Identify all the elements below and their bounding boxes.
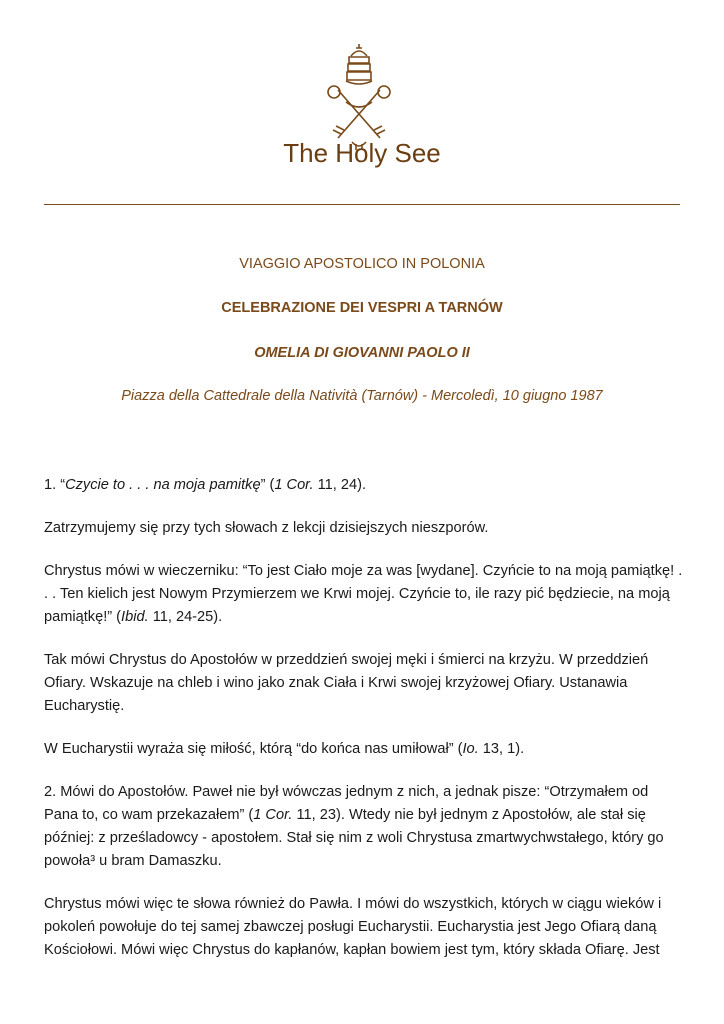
paragraph-1: 1. “Czycie to . . . na moja pamitkę” (1 Cor. 11, 24). [44, 477, 367, 493]
document-trip: VIAGGIO APOSTOLICO IN POLONIA [239, 256, 485, 272]
paragraph-3: Chrystus mówi w wieczerniku: “To jest Ciało moje za was [wydane]. Czyńcie to na moją pamiątkę! . . . Ten kielich jest Nowym Przymierzem we Krwi mojej. Czyńcie to, ile razy pić będziecie, na moją pamiątkę!” (Ibid. 11, 24-25). [44, 563, 683, 625]
document-place-date: Piazza della Cattedrale della Natività (Tarnów) - Mercoledì, 10 giugno 1987 [121, 388, 603, 404]
paragraph-7: Chrystus mówi więc te słowa również do Pawła. I mówi do wszystkich, których w ciągu wieków i pokoleń powołuje do tej samej zbawczej posługi Eucharystii. Eucharystia jest Jego Ofiarą daną Kościołowi. Mówi więc Chrystus do kapłanów, kapłan bowiem jest tym, który składa Ofiarę. Jest [44, 896, 662, 958]
document-event: CELEBRAZIONE DEI VESPRI A TARNÓW [221, 300, 503, 316]
homily-body [44, 474, 684, 982]
site-title[interactable]: The Holy See [283, 138, 441, 168]
papal-coat-of-arms-icon [316, 42, 402, 152]
header-divider [44, 204, 680, 205]
document-homily: OMELIA DI GIOVANNI PAOLO II [254, 345, 470, 361]
paragraph-5: W Eucharystii wyraża się miłość, którą “do końca nas umiłował” (Io. 13, 1). [44, 741, 525, 757]
paragraph-4: Tak mówi Chrystus do Apostołów w przeddzień swojej męki i śmierci na krzyżu. W przeddzień Ofiary. Wskazuje na chleb i wino jako znak Ciała i Krwi swojej krzyżowej Ofiary. Ustanawia Eucharystię. [44, 652, 649, 714]
paragraph-6: 2. Mówi do Apostołów. Paweł nie był wówczas jednym z nich, a jednak pisze: “Otrzymałem od Pana to, co wam przekazałem” (1 Cor. 11, 23). Wtedy nie był jednym z Apostołów, ale stał się później: z prześladowcy - apostołem. Stał się nim z woli Chrystusa zmartwychwstałego, który go powoła³ u bram Damaszku. [44, 784, 664, 869]
paragraph-2: Zatrzymujemy się przy tych słowach z lekcji dzisiejszych nieszporów. [44, 520, 489, 536]
